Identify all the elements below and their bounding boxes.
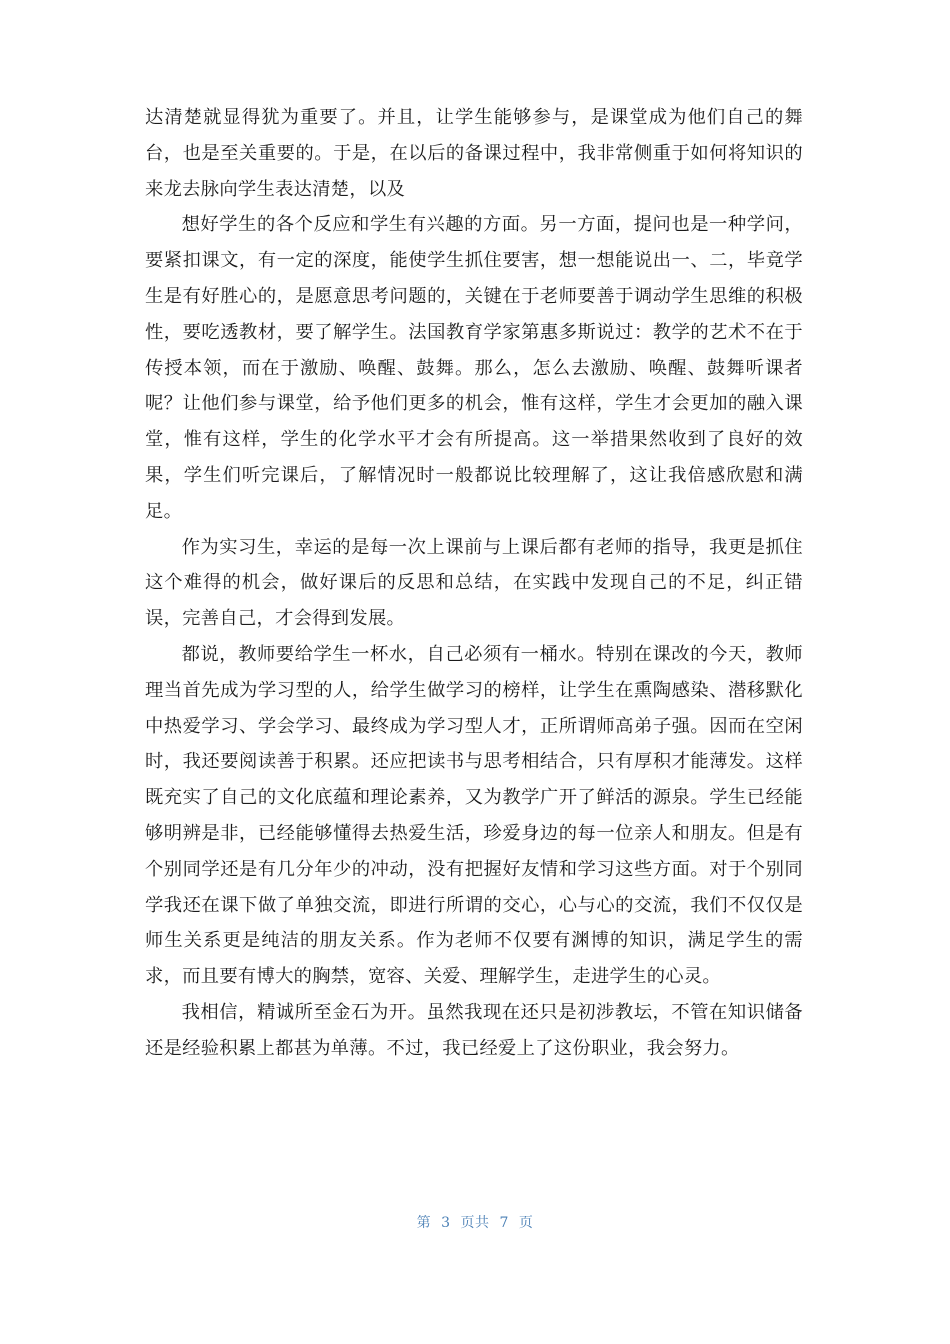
paragraph-2: 想好学生的各个反应和学生有兴趣的方面。另一方面，提问也是一种学问，要紧扣课文，有一定的深度，能使学生抓住要害，想一想能说出一、二，毕竟学生是有好胜心的，是愿意思考问题的，关键在于老师要善于调动学生思维的积极性，要吃透教材，要了解学生。法国教育学家第惠多斯说过：教学的艺术不在于传授本领，而在于激励、唤醒、鼓舞。那么，怎么去激励、唤醒、鼓舞听课者呢？让他们参与课堂，给予他们更多的机会，惟有这样，学生才会更加的融入课堂，惟有这样，学生的化学水平才会有所提高。这一举措果然收到了良好的效果，学生们听完课后，了解情况时一般都说比较理解了，这让我倍感欣慰和满足。 (145, 214, 803, 522)
page-footer (0, 1212, 950, 1232)
footer-middle: 页共 (460, 1215, 490, 1231)
paragraph-5: 我相信，精诚所至金石为开。虽然我现在还只是初涉教坛，不管在知识储备还是经验积累上都甚为单薄。不过，我已经爱上了这份职业，我会努力。 (145, 1001, 803, 1059)
paragraph-1: 达清楚就显得犹为重要了。并且，让学生能够参与，是课堂成为他们自己的舞台，也是至关重要的。于是，在以后的备课过程中，我非常侧重于如何将知识的来龙去脉向学生表达清楚，以及 (145, 107, 803, 200)
paragraph-3: 作为实习生，幸运的是每一次上课前与上课后都有老师的指导，我更是抓住这个难得的机会，做好课后的反思和总结，在实践中发现自己的不足，纠正错误，完善自己，才会得到发展。 (145, 536, 803, 630)
paragraph-4: 都说，教师要给学生一杯水，自己必须有一桶水。特别在课改的今天，教师理当首先成为学习型的人，给学生做学习的榜样，让学生在熏陶感染、潜移默化中热爱学习、学会学习、最终成为学习型人才，正所谓师高弟子强。因而在空闲时，我还要阅读善于积累。还应把读书与思考相结合，只有厚积才能薄发。这样既充实了自己的文化底蕴和理论素养，又为教学广开了鲜活的源泉。学生已经能够明辨是非，已经能够懂得去热爱生活，珍爱身边的每一位亲人和朋友。但是有个别同学还是有几分年少的冲动，没有把握好友情和学习这些方面。对于个别同学我还在课下做了单独交流，即进行所谓的交心，心与心的交流，我们不仅仅是师生关系更是纯洁的朋友关系。作为老师不仅要有渊博的知识，满足学生的需求，而且要有博大的胸禁，宽容、关爱、理解学生，走进学生的心灵。 (145, 643, 803, 988)
footer-total-pages: 7 (499, 1215, 509, 1231)
footer-prefix: 第 (416, 1215, 432, 1231)
document-body (145, 100, 803, 1067)
footer-current-page: 3 (441, 1215, 451, 1231)
footer-suffix: 页 (518, 1215, 534, 1231)
